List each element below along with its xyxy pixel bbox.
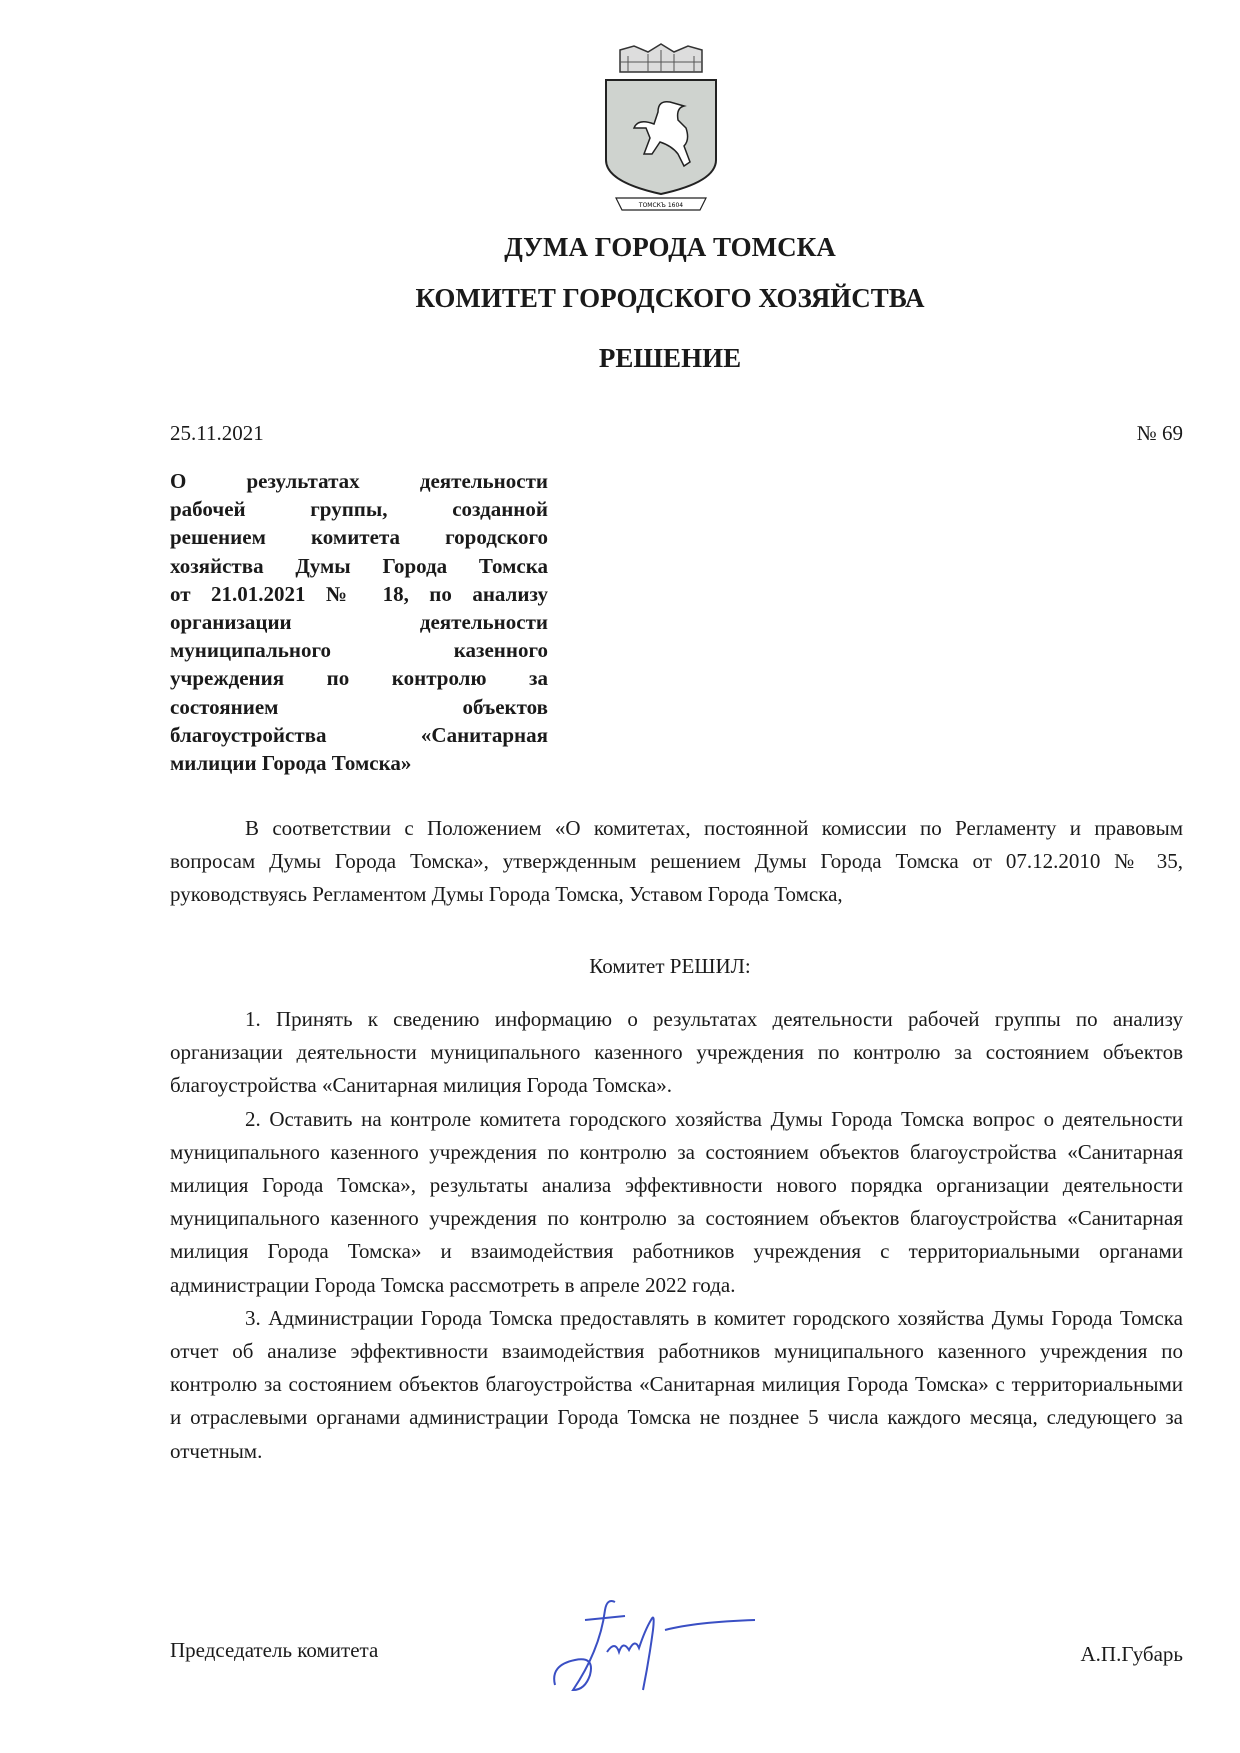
subject-line: организации деятельности [170,610,548,635]
title-committee: КОМИТЕТ ГОРОДСКОГО ХОЗЯЙСТВА [415,283,925,313]
document-number: № 69 [1136,421,1183,445]
subject-line: учреждения по контролю за [170,666,548,691]
signatory-role: Председатель комитета [170,1638,379,1662]
subject-line: О результатах деятельности [170,469,548,493]
decided-heading: Комитет РЕШИЛ: [589,954,751,978]
subject-line: от 21.01.2021 № 18, по анализу [170,581,548,606]
title-duma: ДУМА ГОРОДА ТОМСКА [504,232,836,262]
decision-items [170,1003,1183,1468]
city-crest-emblem [598,42,724,220]
preamble-text: В соответствии с Положением «О комитетах, постоянной комиссии по Регламенту и правовым вопросам Думы Города Томска», утвержденным решением Думы Города Томска от 07.12.2010 № 35, руководствуясь Регламентом Думы Города Томска, Уставом Города Томска, [170,816,1183,907]
subject-line: муниципального казенного [170,638,548,663]
signatory-name: А.П.Губарь [1080,1642,1183,1666]
decision-item-1: 1. Принять к сведению информацию о результатах деятельности рабочей группы по анализу организации деятельности муниципального казенного учреждения по контролю за состоянием объектов благоустройства «Санитарная милиция Города Томска». [170,1007,1183,1098]
subject-line: решением комитета городского [170,525,548,550]
crest-motto: ТОМСКЪ 1604 [638,202,684,209]
subject-line: хозяйства Думы Города Томска [170,553,548,578]
decision-item-2: 2. Оставить на контроле комитета городского хозяйства Думы Города Томска вопрос о деятельности муниципального казенного учреждения по контролю за состоянием объектов благоустройства «Санитарная милиция Города Томска», результаты анализа эффективности нового порядка организации деятельности муниципального казенного учреждения по контролю за состоянием объектов благоустройства «Санитарная милиция Города Томска» и взаимодействия работников учреждения с территориальными органами администрации Города Томска рассмотреть в апреле 2022 года. [170,1106,1183,1297]
subject-line: благоустройства «Санитарная [170,722,548,747]
subject-heading [170,467,548,777]
decision-item-3: 3. Администрации Города Томска предоставлять в комитет городского хозяйства Думы Города Томска отчет об анализе эффективности взаимодействия работников муниципального казенного учреждения по контролю за состоянием объектов благоустройства «Санитарная милиция Города Томска» с территориальными и отраслевыми органами администрации Города Томска не позднее 5 числа каждого месяца, следующего за отчетным. [170,1305,1183,1463]
title-decision: РЕШЕНИЕ [598,343,742,373]
document-date: 25.11.2021 [170,421,264,445]
subject-line: милиции Города Томска» [170,751,412,776]
subject-line: состоянием объектов [170,694,548,719]
handwritten-signature [545,1590,795,1700]
preamble [170,812,1183,912]
subject-line: рабочей группы, созданной [170,497,548,522]
